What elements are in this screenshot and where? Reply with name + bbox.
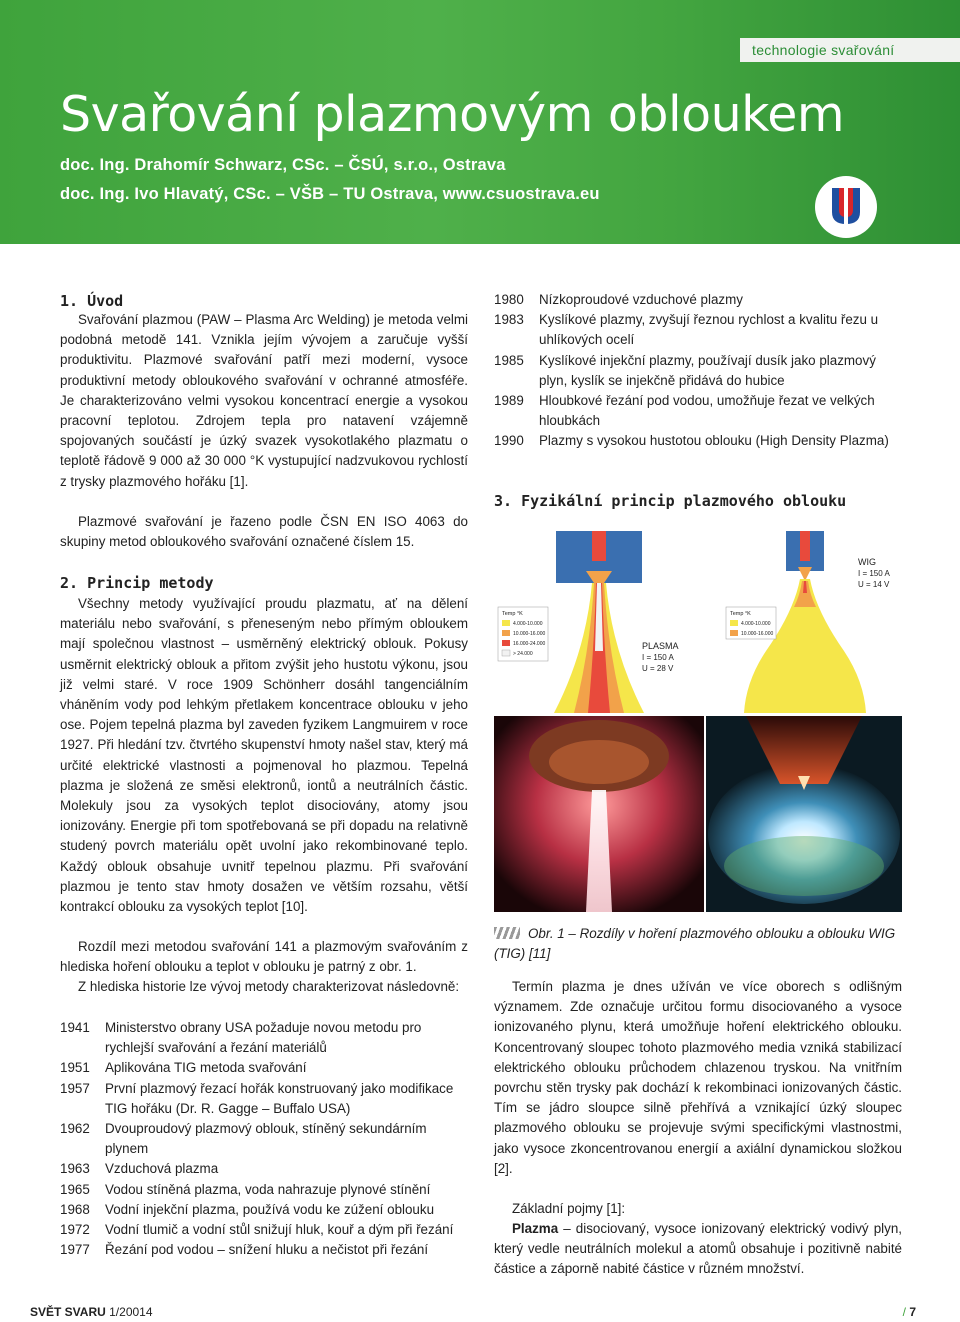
history-text: Plazmy s vysokou hustotou oblouku (High Density Plazma)	[539, 433, 889, 449]
history-item	[60, 1220, 468, 1240]
physics-paragraph: Termín plazma je dnes užíván ve více oborech s odlišným významem. Zde označuje určitou formu disociovaného a vysoce ionizovaného plynu, která umožňuje hoření elektrického oblouku. Koncentrovaný sloupec tohoto plazmového media vzniká stabilizací elektrického oblouku průchodem chlazenou tryskou. Na vnitřním povrchu stěn trysky pak dochází k rekombinaci ionizovaných částic. Tím se jádro sloupce silně přehřívá a vznikající úzký sloupec plazmového oblouku se projevuje svými specifickými vlastnostmi, jako vysoce zkoncentrovanou energií a axiální dynamickou složkou [2].	[494, 979, 902, 1176]
history-item	[60, 1058, 468, 1078]
history-year: 1985	[494, 352, 524, 368]
plasma-label: PLASMA	[642, 641, 679, 651]
history-year: 1990	[494, 433, 524, 449]
caption-stripes-icon	[494, 927, 520, 939]
plasma-voltage: U = 28 V	[642, 664, 674, 673]
header-banner	[0, 0, 960, 244]
wig-voltage: U = 14 V	[858, 580, 890, 589]
history-text: Vodní injekční plazma, používá vodu ke zúžení oblouku	[105, 1201, 435, 1217]
basics-definition	[494, 1219, 902, 1280]
history-year: 1972	[60, 1222, 90, 1238]
article-title: Svařování plazmovým obloukem	[60, 86, 845, 143]
csu-logo	[815, 176, 877, 238]
history-text: Nízkoproudové vzduchové plazmy	[539, 292, 743, 307]
magazine-name: SVĚT SVARU	[30, 1305, 106, 1319]
wig-arc-diagram	[706, 531, 902, 713]
wig-arc-photo	[706, 716, 902, 912]
plasma-arc-photo	[494, 716, 704, 912]
history-list-right	[494, 290, 902, 452]
history-year: 1965	[60, 1181, 90, 1197]
footer-magazine	[30, 1305, 153, 1319]
legend-label: 10.000-16.000	[513, 631, 546, 637]
magazine-issue: 1/20014	[105, 1305, 153, 1319]
history-text: Ministerstvo obrany USA požaduje novou metodu pro rychlejší svařování a řezání materiálů	[105, 1020, 422, 1056]
wig-current: I = 150 A	[858, 569, 890, 578]
legend-label: 10.000-16.000	[741, 631, 774, 637]
history-year: 1977	[60, 1242, 90, 1258]
history-year: 1962	[60, 1121, 90, 1137]
history-year: 1957	[60, 1080, 90, 1096]
history-item	[60, 1240, 468, 1260]
history-text: Kyslíkové injekční plazmy, používají dusík jako plazmový plyn, kyslík se injekčně přidává do hubice	[539, 352, 876, 388]
history-year: 1989	[494, 393, 524, 409]
figure-caption	[494, 924, 902, 964]
principle-paragraph: Všechny metody využívající proudu plazmatu, ať na dělení materiálu nebo svařování, s přeneseným nebo přímým obloukem mají společnou vlastnost – usměrněný elektrický oblouk. Pokusy usměrnit elektrický oblouk a přitom zvýšit jeho hustotu výkonu, jsou již velmi staré. V roce 1909 Schönherr dosáhl tangenciálním vháněním vody pod lehkým přetlakem koncentrace oblouku v jeho ose. Pojem tepelná plazma byl zaveden fyzikem Langmuirem v roce 1927. Při hledání tzv. čtvrtého skupenství hmoty našel stav, který má určité elektrické vlastnosti a pojmenoval ho plazmou. Tepelná plazma je složená ze směsi elektronů, iontů a neutrálních částic. Molekuly jsou za vysokých teplot disociovány, atomy jsou ionizovány. Energie při tom spotřebovaná se při dopadu na relativně studený povrch materiálu opět uvolní jako rekombinované teplo. Každý oblouk obsahuje uvnitř tepelnou plazmu. Při svařování plazmou je tento stav hmoty dosažen ve větším rozsahu, větší kontrakcí oblouku za vysokých teplot [10].	[60, 596, 468, 915]
section-heading-physics: 3. Fyzikální princip plazmového oblouku	[494, 492, 847, 510]
principle-paragraph: Z hlediska historie lze vývoj metody charakterizovat následovně:	[78, 979, 460, 994]
history-year: 1983	[494, 312, 524, 328]
legend-title: Temp °K	[502, 611, 523, 617]
footer-page	[903, 1305, 916, 1319]
wig-label: WIG	[858, 557, 876, 567]
plasma-current: I = 150 A	[642, 653, 674, 662]
history-text: Vodní tlumič a vodní stůl snižují hluk, kouř a dým při řezání	[105, 1222, 454, 1238]
history-year: 1963	[60, 1161, 90, 1177]
history-item	[60, 1180, 468, 1200]
section-heading-intro: 1. Úvod	[60, 292, 124, 310]
history-year: 1951	[60, 1060, 90, 1076]
history-item	[494, 310, 902, 350]
intro-paragraph: Svařování plazmou (PAW – Plasma Arc Welding) je metoda velmi podobná metodě 141. Vznikla jejím vývojem a zaručuje vyšší produktivitu. Plazmové svařování patří mezi moderní, vysoce produktivní metody obloukového svařování v ochranné atmosféře. Je charakterizováno velmi vysokou koncentrací energie a vysokou pracovní teplotou. Zdrojem tepla pro natavení vzájemně spojovaných součástí je úzký svazek vysokotlakého plazmatu o teplotě řádově 9 000 až 30 000 °K vystupující nadzvukovou rychlostí z trysky plazmového hořáku [1].	[60, 312, 468, 489]
history-text: Dvouproudový plazmový oblouk, stíněný sekundárním plynem	[105, 1121, 427, 1157]
history-text: První plazmový řezací hořák konstruovaný jako modifikace TIG hořáku (Dr. R. Gagge – Buffalo USA)	[105, 1080, 454, 1116]
history-year: 1941	[60, 1020, 90, 1035]
legend-label: > 24.000	[513, 651, 533, 657]
history-item	[494, 431, 902, 451]
term-plazma: Plazma	[512, 1221, 559, 1236]
history-text: Hloubkové řezání pod vodou, umožňuje řezat ve velkých hloubkách	[539, 393, 875, 429]
page-number: 7	[909, 1305, 916, 1319]
history-item	[60, 1119, 468, 1159]
history-text: Vzduchová plazma	[105, 1161, 219, 1177]
history-list-left	[60, 1018, 468, 1260]
author-line: doc. Ing. Drahomír Schwarz, CSc. – ČSÚ, s.r.o., Ostrava	[60, 156, 506, 174]
history-item	[60, 1200, 468, 1220]
history-text: Aplikována TIG metoda svařování	[105, 1060, 307, 1076]
history-year: 1968	[60, 1201, 90, 1217]
principle-paragraph: Rozdíl mezi metodou svařování 141 a plazmovým svařováním z hlediska hoření oblouku a teplot v oblouku je patrný z obr. 1.	[60, 939, 468, 975]
plasma-arc-diagram	[494, 531, 704, 713]
history-text: Kyslíkové plazmy, zvyšují řeznou rychlost a kvalitu řezu u uhlíkových ocelí	[539, 312, 879, 348]
term-definition: – disociovaný, vysoce ionizovaný elektrický vodivý plyn, který vedle neutrálních molekul a atomů obsahuje i pozitivně nabité částice a záporně nabité částice v různém množství.	[494, 1221, 902, 1277]
legend-title: Temp °K	[730, 611, 751, 617]
legend-label: 4.000-10.000	[741, 621, 771, 627]
history-item	[494, 351, 902, 391]
history-text: Vodou stíněná plazma, voda nahrazuje plynové stínění	[105, 1181, 431, 1197]
intro-paragraph: Plazmové svařování je řazeno podle ČSN EN ISO 4063 do skupiny metod obloukového svařování označené číslem 15.	[60, 514, 468, 550]
history-item	[494, 391, 902, 431]
section-heading-principle: 2. Princip metody	[60, 574, 214, 592]
legend-label: 4.000-10.000	[513, 621, 543, 627]
history-item	[60, 1018, 468, 1058]
section-tag: technologie svařování	[740, 38, 960, 62]
history-item	[60, 1079, 468, 1119]
history-text: Řezání pod vodou – snížení hluku a nečistot při řezání	[105, 1242, 429, 1258]
legend-label: 16.000-24.000	[513, 641, 546, 647]
author-line: doc. Ing. Ivo Hlavatý, CSc. – VŠB – TU Ostrava, www.csuostrava.eu	[60, 185, 600, 203]
history-item	[494, 290, 902, 310]
caption-text: Obr. 1 – Rozdíly v hoření plazmového oblouku a oblouku WIG (TIG) [11]	[494, 926, 896, 962]
history-year: 1980	[494, 292, 524, 307]
history-item	[60, 1159, 468, 1179]
page-separator: /	[902, 1305, 910, 1319]
basics-heading: Základní pojmy [1]:	[512, 1201, 626, 1216]
